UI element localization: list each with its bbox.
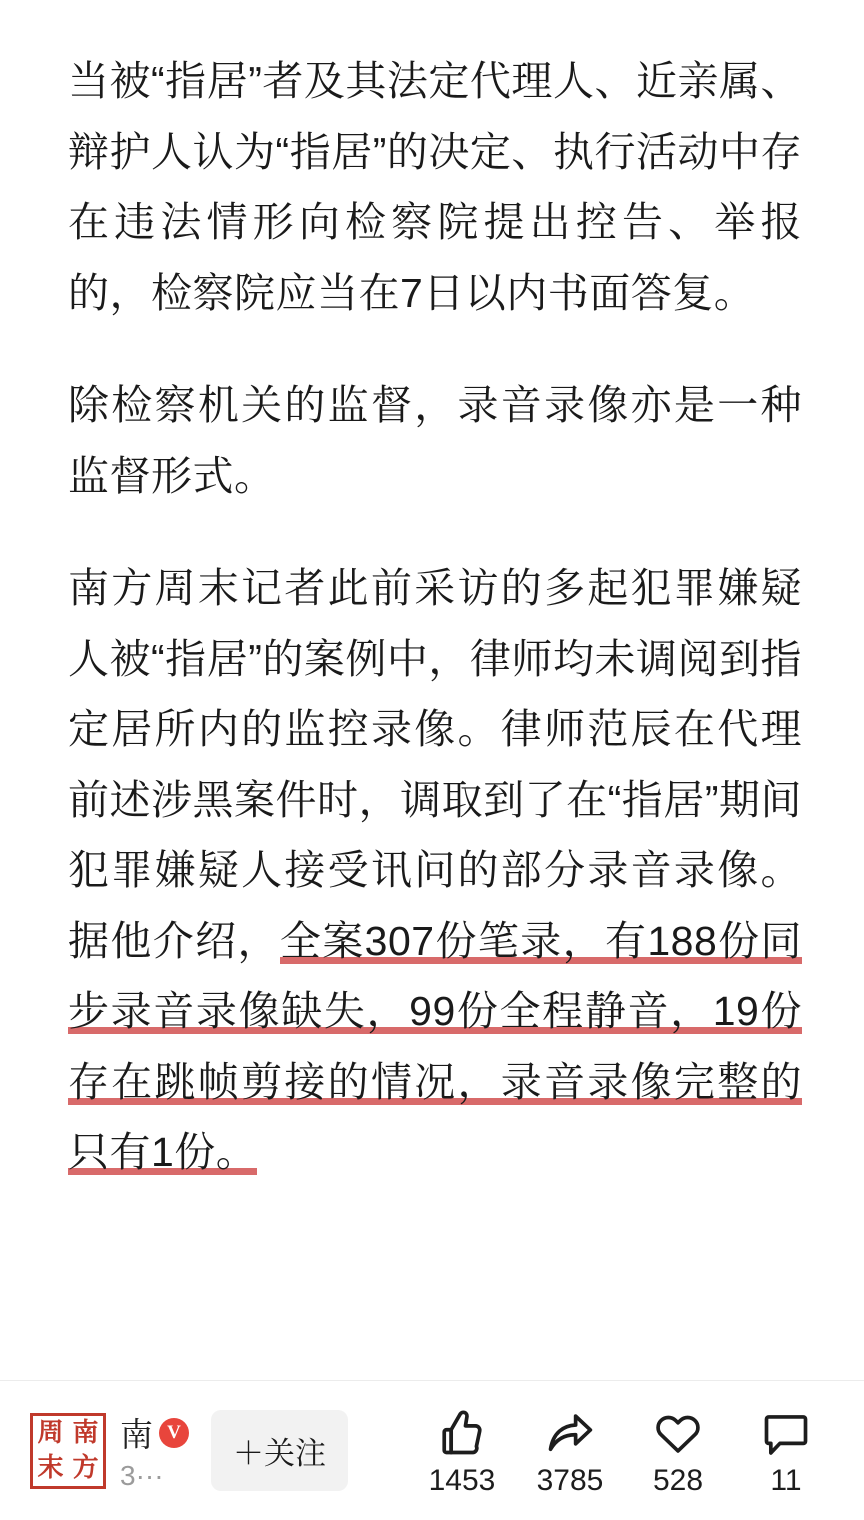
heart-icon (652, 1406, 704, 1460)
comment-action[interactable] (732, 1406, 840, 1496)
comment-bubble-icon (760, 1406, 812, 1460)
favorite-count: 528 (652, 1463, 704, 1497)
paragraph-3-highlight: 全案307份笔录，有188份同步录音录像缺失，99份全程静音，19份存在跳帧剪接的情况，录音录像完整的只有1份。 (68, 917, 803, 1176)
paragraph-2: 除检察机关的监督，录音录像亦是一种监督形式。 (68, 382, 802, 499)
verified-badge-icon: V (159, 1418, 189, 1448)
thumbs-up-icon (436, 1406, 488, 1460)
paragraph-3-lead: 南方周末记者此前采访的多起犯罪嫌疑人被“指居”的案例中，律师均未调阅到指定居所内的监控录像。律师范辰在代理前述涉黑案件时，调取到了在“指居”期间犯罪嫌疑人接受讯问的部分录音录像。据他介绍， (68, 565, 802, 964)
like-action[interactable] (408, 1406, 516, 1496)
follow-button[interactable]: ＋关注 (211, 1410, 348, 1491)
author-name: 南 (120, 1416, 153, 1453)
logo-char-2: 南 (72, 1418, 99, 1447)
author-block[interactable] (30, 1409, 189, 1492)
logo-char-3: 末 (37, 1453, 64, 1482)
publisher-logo (30, 1413, 106, 1489)
author-info (120, 1409, 189, 1492)
author-name-row (120, 1409, 189, 1456)
paragraph-3 (68, 553, 802, 1188)
share-count: 3785 (536, 1463, 604, 1497)
logo-char-1: 周 (37, 1418, 64, 1447)
author-subtitle: 3··· (120, 1460, 164, 1491)
like-count: 1453 (428, 1463, 496, 1497)
favorite-action[interactable] (624, 1406, 732, 1496)
bottom-action-bar (0, 1380, 864, 1520)
paragraph-1: 当被“指居”者及其法定代理人、近亲属、辩护人认为“指居”的决定、执行活动中存在违法情形向检察院提出控告、举报的，检察院应当在7日以内书面答复。 (68, 58, 802, 316)
share-action[interactable] (516, 1406, 624, 1496)
logo-char-4: 方 (72, 1453, 99, 1482)
share-arrow-icon (544, 1406, 596, 1460)
comment-count: 11 (770, 1463, 802, 1497)
stats-group (408, 1406, 840, 1496)
